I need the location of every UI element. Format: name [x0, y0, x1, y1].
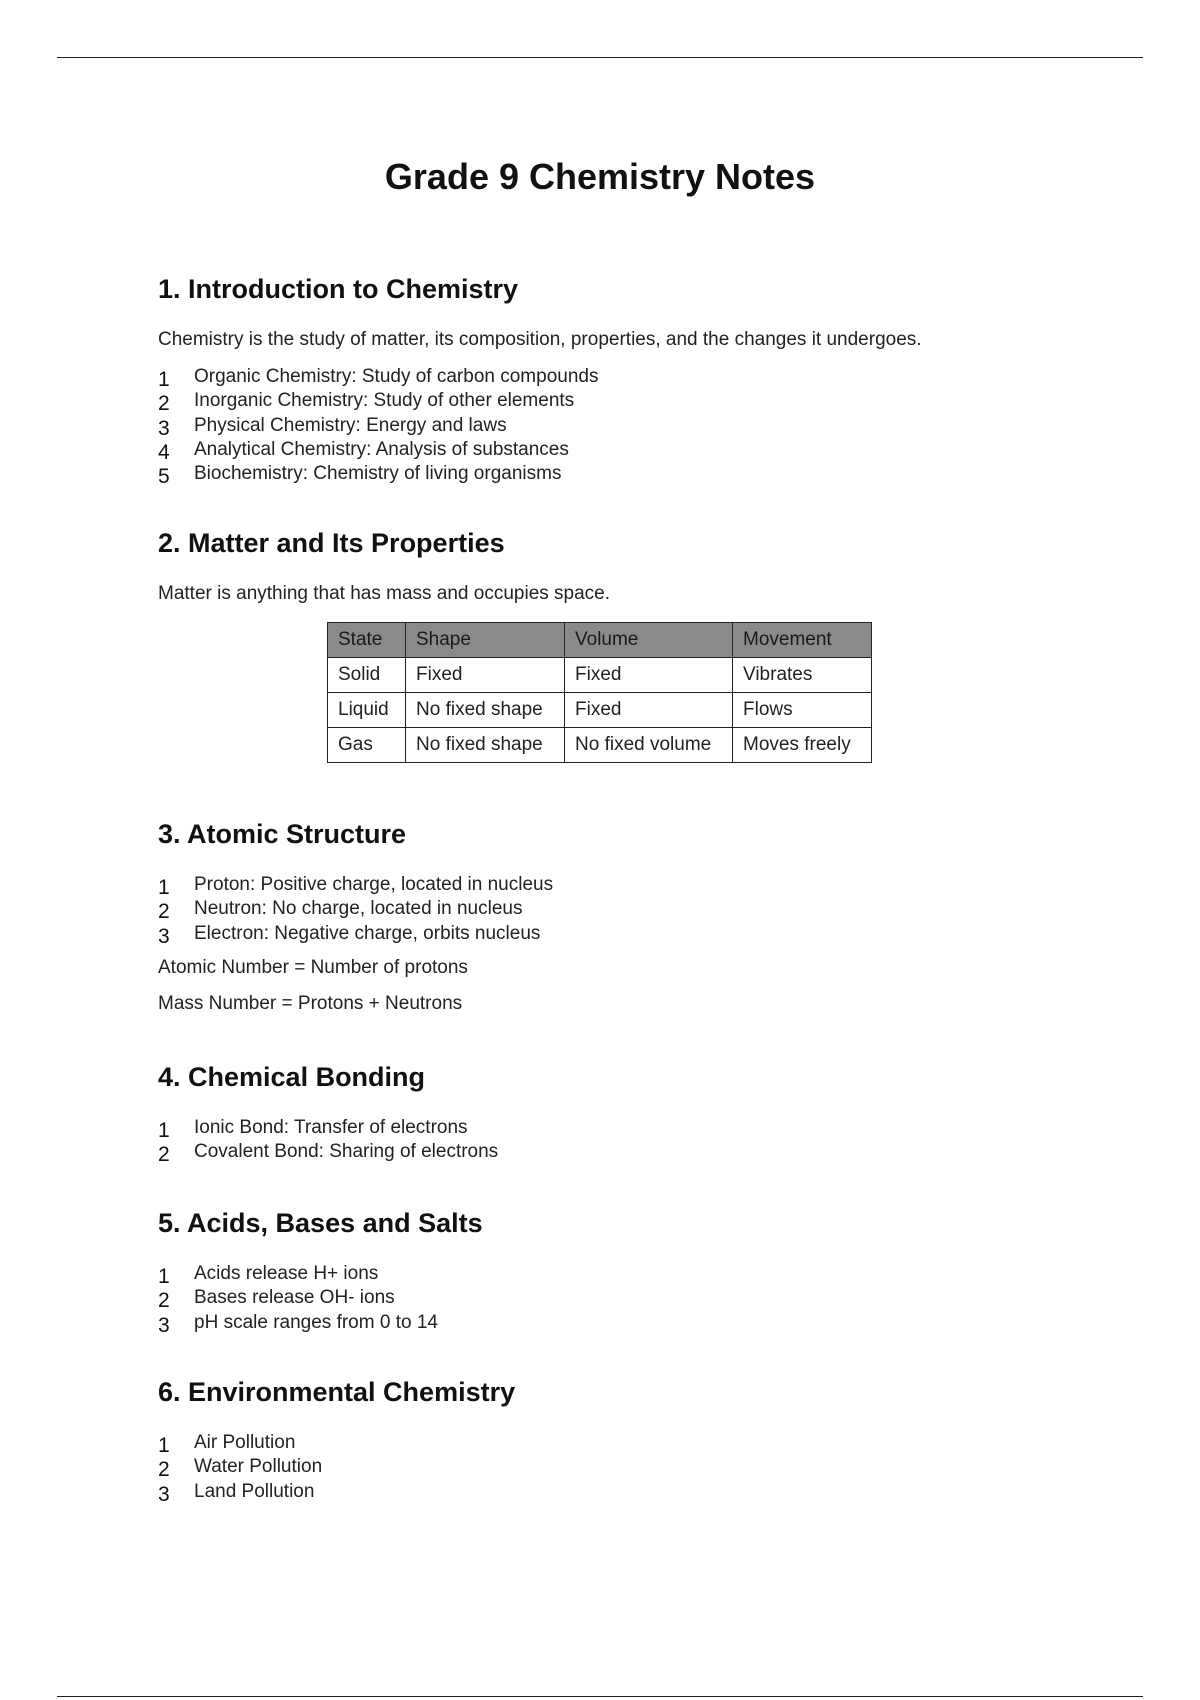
table-cell: Fixed: [565, 658, 733, 693]
list-item-text: Ionic Bond: Transfer of electrons: [194, 1117, 468, 1138]
list-item: [158, 873, 1058, 897]
list-item-text: Biochemistry: Chemistry of living organisms: [194, 463, 562, 485]
list-item: [158, 438, 1058, 462]
table-cell: Liquid: [328, 693, 406, 728]
table-cell: No fixed volume: [565, 728, 733, 763]
section-heading: 4. Chemical Bonding: [158, 1062, 426, 1092]
section-acids-bases-salts: [158, 1206, 1058, 1335]
list-number: 1: [158, 1119, 170, 1142]
list-number: 4: [158, 440, 170, 464]
list-item: [158, 1116, 1058, 1140]
list-item: [158, 1455, 1058, 1482]
list-item-text: Electron: Negative charge, orbits nucleus: [194, 922, 541, 944]
table-row: [328, 693, 872, 728]
list-number: 1: [158, 1434, 170, 1457]
list-number: 2: [158, 900, 170, 924]
list-item: [158, 462, 1058, 489]
column-header: Movement: [733, 623, 872, 658]
top-rule: [57, 57, 1143, 58]
list-item-text: Water Pollution: [194, 1456, 323, 1478]
list-item: [158, 1140, 1058, 1167]
section-chemical-bonding: [158, 1060, 1058, 1165]
numbered-list: [158, 365, 1058, 489]
list-item-text: Analytical Chemistry: Analysis of substances: [194, 438, 569, 460]
list-item-text: Physical Chemistry: Energy and laws: [194, 414, 507, 436]
column-header: State: [328, 623, 406, 658]
document-title: Grade 9 Chemistry Notes: [384, 156, 816, 197]
section-heading: 6. Environmental Chemistry: [158, 1377, 516, 1407]
table-cell: Flows: [733, 693, 872, 728]
table-cell: No fixed shape: [406, 693, 565, 728]
section-intro: Chemistry is the study of matter, its composition, properties, and the changes it undergoes.: [158, 329, 922, 350]
section-heading: 1. Introduction to Chemistry: [158, 274, 519, 304]
table-row: [328, 658, 872, 693]
bottom-rule: [57, 1696, 1143, 1697]
list-item: [158, 1286, 1058, 1313]
list-item: [158, 365, 1058, 389]
list-number: 1: [158, 368, 170, 391]
section-heading: 2. Matter and Its Properties: [158, 528, 505, 558]
list-item: [158, 1262, 1058, 1286]
list-number: 3: [158, 924, 170, 948]
table-cell: Solid: [328, 658, 406, 693]
table-cell: Gas: [328, 728, 406, 763]
list-item-text: Proton: Positive charge, located in nucleus: [194, 874, 554, 895]
column-header: Volume: [565, 623, 733, 658]
table-cell: Fixed: [406, 658, 565, 693]
section-matter: [158, 526, 1058, 606]
list-number: 1: [158, 1265, 170, 1288]
section-environmental-chemistry: [158, 1375, 1058, 1504]
states-of-matter-table: [327, 622, 872, 763]
list-number: 3: [158, 1313, 170, 1337]
list-item: [158, 897, 1058, 924]
section-heading: 3. Atomic Structure: [158, 819, 407, 849]
list-number: 2: [158, 1143, 170, 1167]
list-item-text: Neutron: No charge, located in nucleus: [194, 898, 523, 920]
table-header-row: [328, 623, 872, 658]
list-item-text: Acids release H+ ions: [194, 1263, 379, 1284]
column-header: Shape: [406, 623, 565, 658]
list-item: [158, 922, 1058, 946]
list-item-text: Air Pollution: [194, 1432, 296, 1453]
list-item: [158, 1431, 1058, 1455]
numbered-list: [158, 1262, 1058, 1335]
atomic-number-formula: Atomic Number = Number of protons: [158, 956, 468, 978]
list-item: [158, 414, 1058, 438]
table-cell: Vibrates: [733, 658, 872, 693]
table-cell: Fixed: [565, 693, 733, 728]
list-number: 2: [158, 392, 170, 416]
list-item: [158, 389, 1058, 416]
numbered-list: [158, 1116, 1058, 1165]
table-cell: Moves freely: [733, 728, 872, 763]
list-item: [158, 1311, 1058, 1335]
list-number: 5: [158, 465, 170, 489]
list-number: 2: [158, 1458, 170, 1482]
list-item-text: Covalent Bond: Sharing of electrons: [194, 1141, 499, 1163]
list-number: 1: [158, 876, 170, 899]
section-intro: Matter is anything that has mass and occupies space.: [158, 583, 611, 604]
list-number: 3: [158, 1482, 170, 1506]
list-number: 2: [158, 1289, 170, 1313]
table-row: [328, 728, 872, 763]
table-cell: No fixed shape: [406, 728, 565, 763]
list-item-text: pH scale ranges from 0 to 14: [194, 1311, 438, 1333]
section-introduction: [158, 272, 1058, 489]
numbered-list: [158, 873, 1058, 946]
mass-number-formula: Mass Number = Protons + Neutrons: [158, 992, 463, 1014]
list-item-text: Inorganic Chemistry: Study of other elements: [194, 390, 575, 412]
list-item: [158, 1480, 1058, 1504]
list-item-text: Land Pollution: [194, 1480, 315, 1502]
section-heading: 5. Acids, Bases and Salts: [158, 1208, 483, 1238]
list-item-text: Organic Chemistry: Study of carbon compounds: [194, 366, 599, 387]
section-atomic-structure: [158, 817, 1058, 1016]
list-number: 3: [158, 416, 170, 440]
list-item-text: Bases release OH- ions: [194, 1287, 395, 1309]
numbered-list: [158, 1431, 1058, 1504]
